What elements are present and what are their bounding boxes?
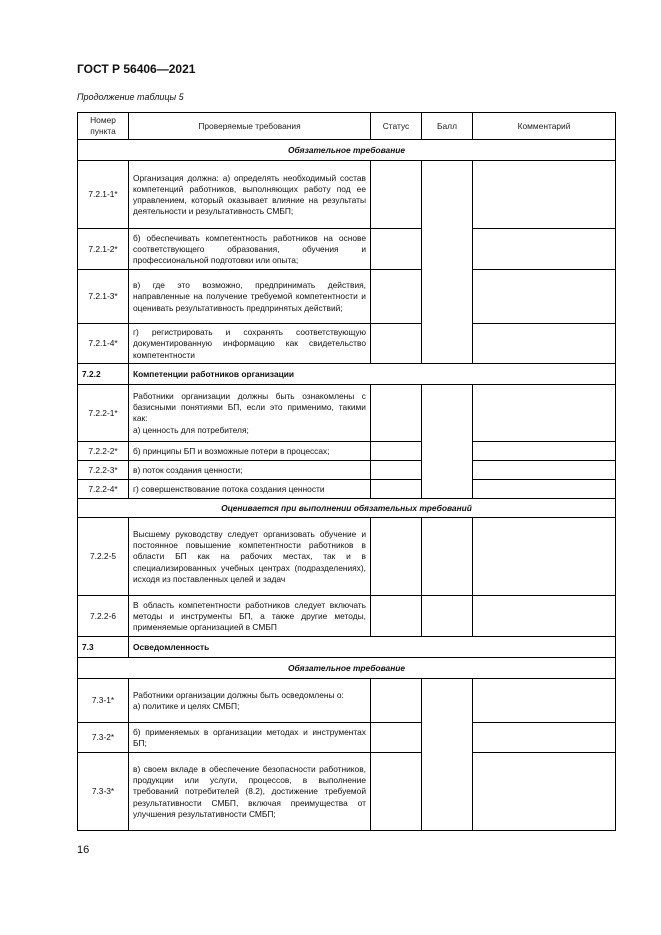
- row-requirement: б) применяемых в организации методах и инструментах БП;: [129, 723, 371, 753]
- row-comment: [473, 679, 616, 723]
- row-comment: [473, 518, 616, 596]
- row-requirement: [129, 679, 371, 723]
- row-score: [422, 161, 473, 364]
- section-row: [78, 140, 616, 161]
- row-number: 7.3-1*: [78, 679, 129, 723]
- table-row: [78, 723, 616, 753]
- table-row: [78, 161, 616, 229]
- subsection-row: [78, 364, 616, 385]
- section-title: Обязательное требование: [78, 658, 616, 679]
- row-number: 7.2.2-4*: [78, 480, 129, 499]
- row-score: [422, 596, 473, 637]
- row-requirement: в) где это возможно, предпринимать действия, направленные на получение требуемой компетентности и оценивать результативность предпринятых действий;: [129, 270, 371, 324]
- table-row: [78, 596, 616, 637]
- row-comment: [473, 596, 616, 637]
- row-comment: [473, 442, 616, 461]
- row-requirement-item: а) ценность для потребителя;: [133, 424, 249, 435]
- col-score-header: Балл: [422, 113, 473, 140]
- row-comment: [473, 270, 616, 324]
- table-row: [78, 324, 616, 364]
- row-requirement: б) принципы БП и возможные потери в процессах;: [129, 442, 371, 461]
- row-number: 7.2.2-2*: [78, 442, 129, 461]
- subsection-title: Осведомленность: [129, 637, 616, 658]
- row-status: [371, 679, 422, 723]
- row-requirement: б) обеспечивать компетентность работников на основе соответствующего образования, обучения и профессиональной подготовки или опыта;: [129, 229, 371, 270]
- row-comment: [473, 324, 616, 364]
- row-requirement: в) поток создания ценности;: [129, 461, 371, 480]
- row-requirement-intro: Работники организации должны быть осведомлены о:: [133, 689, 344, 700]
- row-status: [371, 480, 422, 499]
- row-requirement-item: а) политике и целях СМБП;: [133, 700, 240, 711]
- table-caption: Продолжение таблицы 5: [77, 92, 184, 102]
- document-code: ГОСТ Р 56406—2021: [77, 62, 196, 76]
- section-row: [78, 499, 616, 518]
- row-number: 7.2.2-5: [78, 518, 129, 596]
- row-comment: [473, 480, 616, 499]
- col-status-header: Статус: [371, 113, 422, 140]
- row-score: [422, 679, 473, 831]
- col-number-header: Номер пункта: [78, 113, 129, 140]
- row-score: [422, 518, 473, 596]
- row-status: [371, 723, 422, 753]
- row-requirement: Организация должна: а) определять необходимый состав компетенций работников, выполняющих работу под ее управлением, который оказывает влияние на результаты деятельности и результативность СМБП;: [129, 161, 371, 229]
- col-requirements-header: Проверяемые требования: [129, 113, 371, 140]
- row-requirement-intro: Работники организации должны быть ознакомлены с базисными понятиями БП, если это применимо, такими как:: [133, 391, 366, 424]
- row-number: 7.3-3*: [78, 753, 129, 831]
- requirements-table: [77, 112, 616, 831]
- table-row: [78, 270, 616, 324]
- table-row: [78, 518, 616, 596]
- row-number: 7.2.1-2*: [78, 229, 129, 270]
- row-status: [371, 270, 422, 324]
- table-row: [78, 385, 616, 442]
- section-row: [78, 658, 616, 679]
- row-number: 7.3: [78, 637, 129, 658]
- subsection-title: Компетенции работников организации: [129, 364, 616, 385]
- table-row: [78, 461, 616, 480]
- row-status: [371, 229, 422, 270]
- table-row: [78, 229, 616, 270]
- row-status: [371, 596, 422, 637]
- row-number: 7.2.2-3*: [78, 461, 129, 480]
- row-comment: [473, 723, 616, 753]
- subsection-row: [78, 637, 616, 658]
- section-title: Обязательное требование: [78, 140, 616, 161]
- row-comment: [473, 161, 616, 229]
- row-number: 7.2.1-1*: [78, 161, 129, 229]
- row-requirement: в) своем вкладе в обеспечение безопасности работников, продукции или услуги, процессов, в выполнение требований потребителей (8.2), достижение требуемой результативности СМБП, включая преимущества от улучшения результативности СМБП;: [129, 753, 371, 831]
- row-comment: [473, 753, 616, 831]
- row-requirement: Высшему руководству следует организовать обучение и постоянное повышение компетентности работников в области БП как на рабочих местах, так и в специализированных учебных центрах (подразделениях), исходя из поставленных целей и задач: [129, 518, 371, 596]
- table-row: [78, 753, 616, 831]
- table-header-row: [78, 113, 616, 140]
- row-status: [371, 324, 422, 364]
- row-requirement: г) совершенствование потока создания ценности: [129, 480, 371, 499]
- table-row: [78, 679, 616, 723]
- row-requirement: [129, 385, 371, 442]
- row-status: [371, 442, 422, 461]
- row-status: [371, 753, 422, 831]
- table-row: [78, 480, 616, 499]
- row-number: 7.2.2-6: [78, 596, 129, 637]
- row-comment: [473, 385, 616, 442]
- row-number: 7.3-2*: [78, 723, 129, 753]
- row-requirement: г) регистрировать и сохранять соответствующую документированную информацию как свидетельство компетентности: [129, 324, 371, 364]
- row-status: [371, 385, 422, 442]
- row-score: [422, 385, 473, 499]
- table-row: [78, 442, 616, 461]
- row-status: [371, 461, 422, 480]
- row-number: 7.2.2-1*: [78, 385, 129, 442]
- section-title: Оценивается при выполнении обязательных требований: [78, 499, 616, 518]
- page-number: 16: [77, 844, 90, 856]
- row-requirement: В область компетентности работников следует включать методы и инструменты БП, а также другие методы, применяемые организацией в СМБП: [129, 596, 371, 637]
- row-comment: [473, 229, 616, 270]
- row-number: 7.2.1-4*: [78, 324, 129, 364]
- row-status: [371, 518, 422, 596]
- row-number: 7.2.2: [78, 364, 129, 385]
- col-comment-header: Комментарий: [473, 113, 616, 140]
- row-number: 7.2.1-3*: [78, 270, 129, 324]
- row-comment: [473, 461, 616, 480]
- row-status: [371, 161, 422, 229]
